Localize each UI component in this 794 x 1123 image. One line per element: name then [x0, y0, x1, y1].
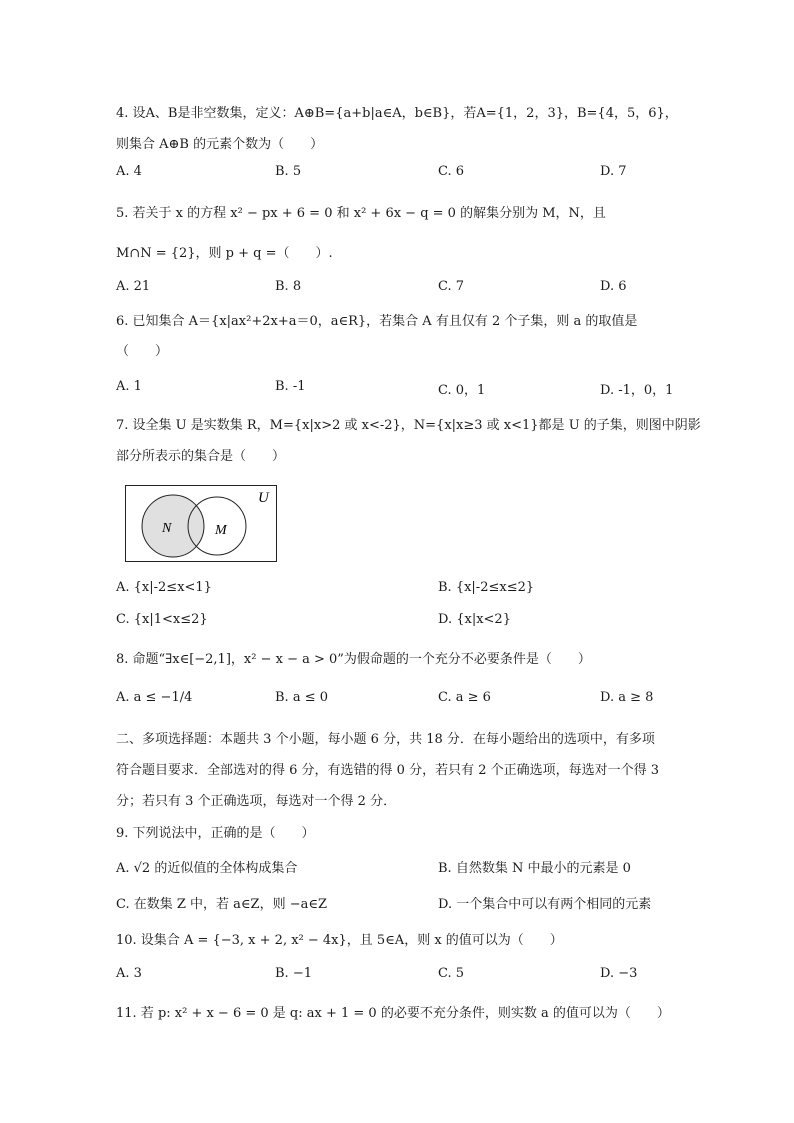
q10-option-b: B. −1: [275, 966, 312, 981]
q5-option-d: D. 6: [600, 279, 627, 294]
q8-option-c: C. a ≥ 6: [438, 690, 491, 705]
q7-option-a: A. {x|-2≤x<1}: [116, 580, 212, 595]
q7-option-c: C. {x|1<x≤2}: [116, 612, 208, 627]
q6-option-a: A. 1: [116, 379, 142, 394]
q6-option-c: C. 0，1: [438, 383, 486, 398]
q10-option-a: A. 3: [116, 966, 142, 981]
section2-line1: 二、多项选择题：本题共 3 个小题，每小题 6 分，共 18 分．在每小题给出的选项中，有多项: [116, 732, 655, 747]
q9-option-b: B. 自然数集 N 中最小的元素是 0: [438, 861, 631, 876]
venn-diagram: [125, 485, 277, 563]
venn-label-n: N: [162, 521, 172, 536]
q7-option-b: B. {x|-2≤x≤2}: [438, 580, 535, 595]
q8-option-a: A. a ≤ −1/4: [116, 690, 193, 705]
section2-line3: 分；若只有 3 个正确选项，每选对一个得 2 分．: [116, 794, 397, 809]
q4-option-a: A. 4: [116, 164, 142, 179]
q4-option-d: D. 7: [600, 164, 627, 179]
q8-stem-line1: 8. 命题“∃x∈[−2,1]，x² − x − a > 0”为假命题的一个充分不必要条件是（ ）: [116, 652, 591, 667]
q5-stem-line2: M∩N = {2}，则 p + q =（ ）.: [116, 246, 333, 261]
q5-stem-line1: 5. 若关于 x 的方程 x² − px + 6 = 0 和 x² + 6x − q = 0 的解集分别为 M，N，且: [116, 206, 606, 221]
venn-circle-n: [142, 495, 204, 557]
q10-option-d: D. −3: [600, 966, 638, 981]
q9-option-c: C. 在数集 Z 中，若 a∈Z，则 −a∈Z: [116, 897, 328, 912]
q4-stem-line1: 4. 设A、B是非空数集，定义：A⊕B={a+b|a∈A，b∈B}，若A={1，2，3}，B={4，5，6}，: [116, 106, 678, 121]
q7-option-d: D. {x|x<2}: [438, 612, 511, 627]
q6-option-d: D. -1，0，1: [600, 383, 674, 398]
q8-option-b: B. a ≤ 0: [275, 690, 328, 705]
section2-line2: 符合题目要求．全部选对的得 6 分，有选错的得 0 分，若只有 2 个正确选项，每选对一个得 3: [116, 763, 660, 778]
venn-label-m: M: [215, 523, 227, 538]
q9-option-a: A. √2 的近似值的全体构成集合: [116, 861, 298, 876]
q8-option-d: D. a ≥ 8: [600, 690, 654, 705]
q7-stem-line2: 部分所表示的集合是（ ）: [116, 449, 286, 464]
q5-option-a: A. 21: [116, 279, 151, 294]
q6-stem-line1: 6. 已知集合 A＝{x|ax²+2x+a＝0，a∈R}，若集合 A 有且仅有 2 个子集，则 a 的取值是: [116, 314, 638, 329]
q4-option-b: B. 5: [275, 164, 302, 179]
q9-stem-line1: 9. 下列说法中，正确的是（ ）: [116, 826, 315, 841]
q6-option-b: B. -1: [275, 379, 306, 394]
q11-stem-line1: 11. 若 p: x² + x − 6 = 0 是 q: ax + 1 = 0 的必要不充分条件，则实数 a 的值可以为（ ）: [116, 1006, 670, 1021]
q5-option-c: C. 7: [438, 279, 465, 294]
q4-stem-line2: 则集合 A⊕B 的元素个数为（ ）: [116, 137, 324, 152]
q7-stem-line1: 7. 设全集 U 是实数集 R，M={x|x>2 或 x<-2}，N={x|x≥3 或 x<1}都是 U 的子集，则图中阴影: [116, 418, 701, 433]
q5-option-b: B. 8: [275, 279, 302, 294]
q9-option-d: D. 一个集合中可以有两个相同的元素: [438, 897, 652, 912]
q10-option-c: C. 5: [438, 966, 465, 981]
q6-stem-line2: （ ）: [116, 344, 169, 359]
venn-label-u: U: [258, 490, 269, 506]
q10-stem-line1: 10. 设集合 A = {−3, x + 2, x² − 4x}，且 5∈A，则 x 的值可以为（ ）: [116, 933, 563, 948]
q4-option-c: C. 6: [438, 164, 465, 179]
